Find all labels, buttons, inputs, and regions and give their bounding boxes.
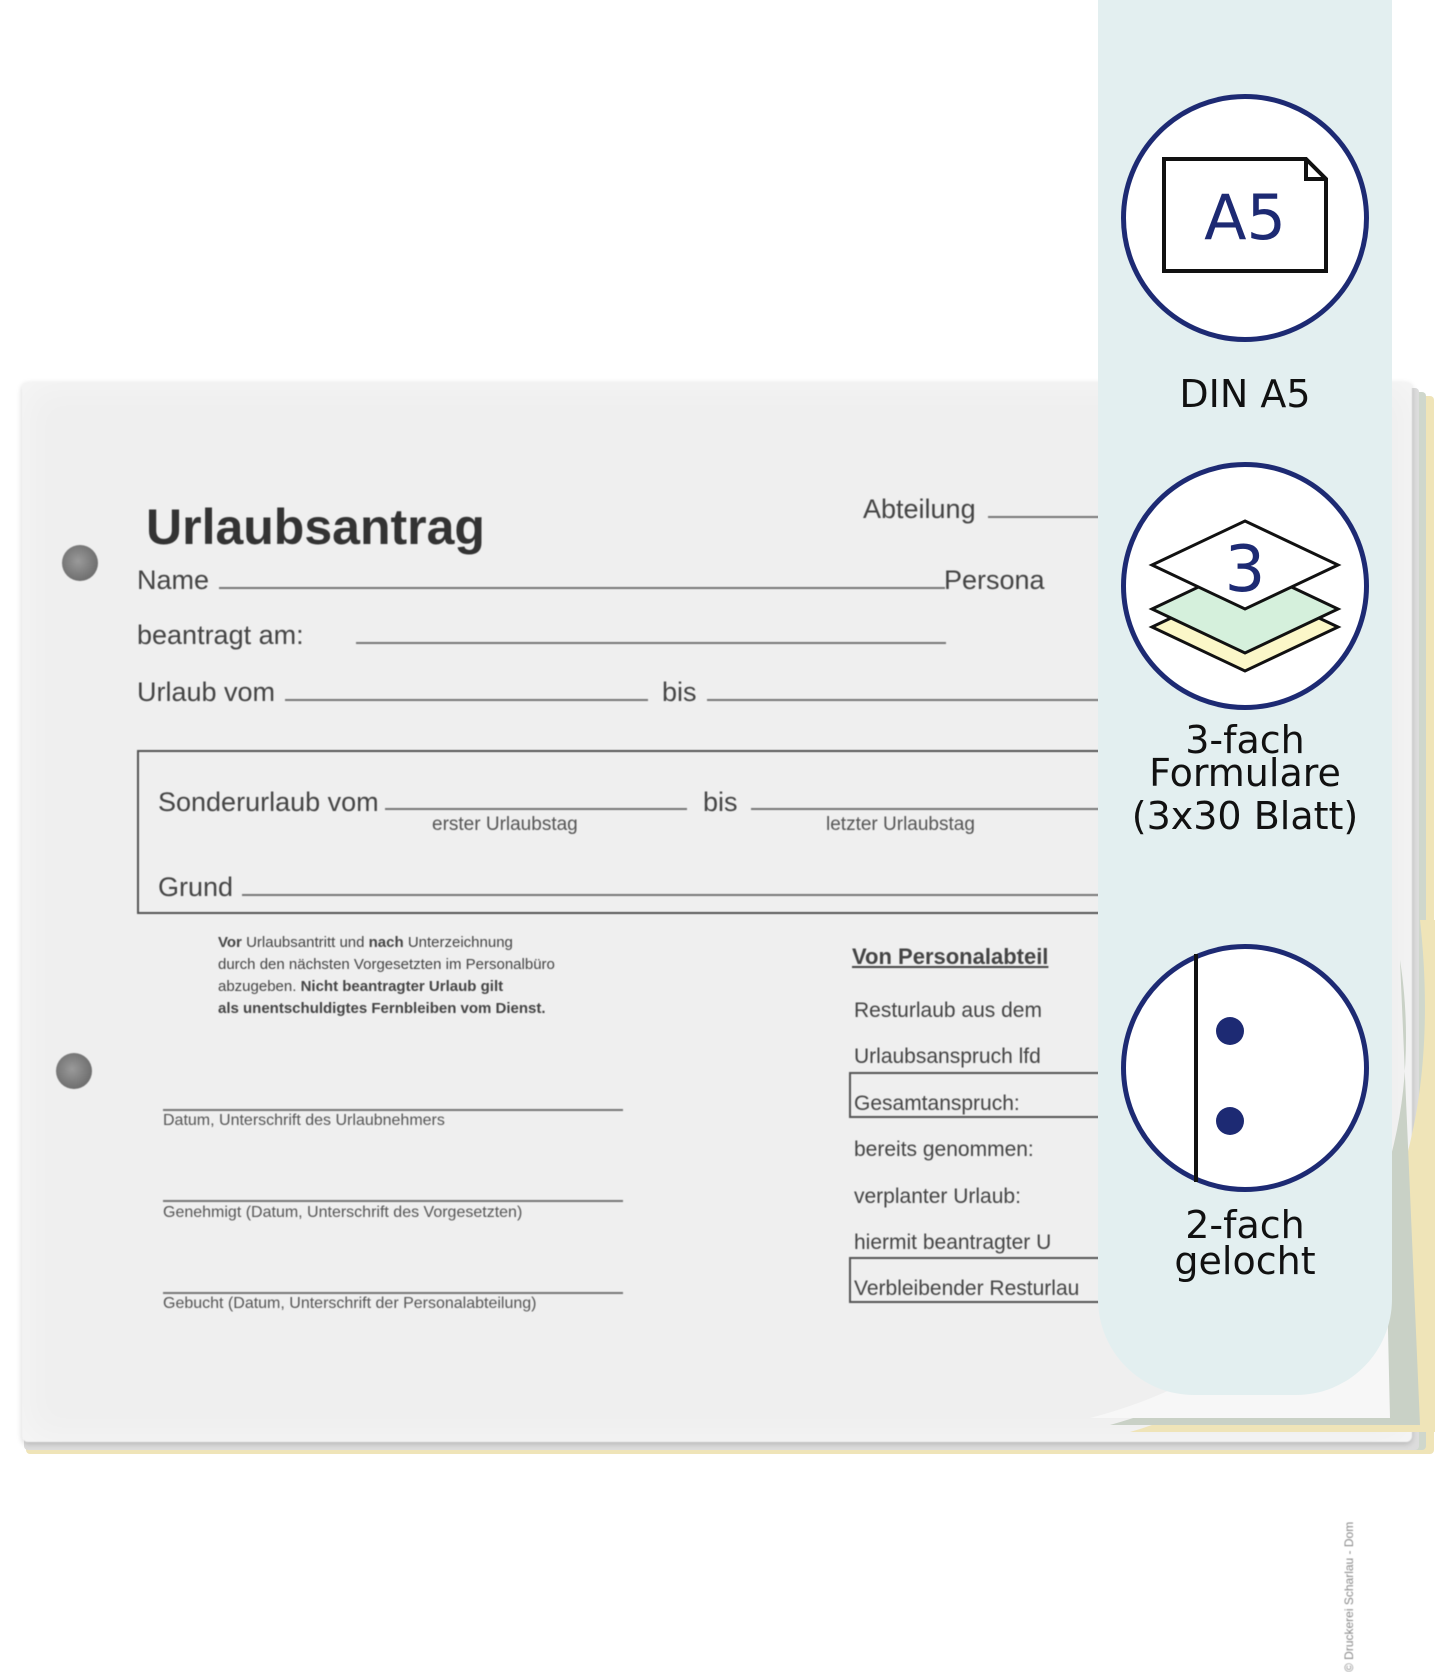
three-layer-stack-icon	[1126, 467, 1364, 705]
requested-on-label: beantragt am:	[137, 620, 304, 650]
holes-badge	[1121, 944, 1369, 1192]
signature-line-approved	[163, 1200, 623, 1202]
reason-label: Grund	[158, 872, 234, 902]
department-label: Abteilung	[863, 494, 976, 524]
special-leave-to-label: bis	[703, 787, 738, 817]
holes-label: 2-fach gelocht	[1174, 1203, 1316, 1283]
requested-on-line	[356, 642, 946, 644]
signature-approved-label: Genehmigt (Datum, Unterschrift des Vorgesetzten)	[163, 1204, 523, 1221]
last-day-hint: letzter Urlaubstag	[826, 814, 975, 835]
copies-badge	[1121, 462, 1369, 710]
signature-booked-label: Gebucht (Datum, Unterschrift der Personalabteilung)	[163, 1295, 537, 1312]
hr-row: bereits genommen:	[854, 1138, 1034, 1161]
hr-row: Urlaubsanspruch lfd	[854, 1045, 1041, 1068]
vacation-from-label: Urlaub vom	[137, 677, 276, 707]
punch-hole-top	[62, 545, 98, 581]
hr-heading: Von Personalabteil	[852, 944, 1049, 969]
signature-line-employee	[163, 1109, 623, 1111]
a5-icon-text: A5	[1204, 181, 1286, 254]
hr-row: Gesamtanspruch:	[854, 1092, 1020, 1115]
signature-employee-label: Datum, Unterschrift des Urlaubnehmers	[163, 1112, 445, 1129]
name-label: Name	[137, 565, 210, 595]
special-leave-from-label: Sonderurlaub vom	[158, 787, 379, 817]
size-badge	[1121, 94, 1369, 342]
a5-sheet-icon	[1126, 99, 1364, 337]
hr-row: Resturlaub aus dem	[854, 999, 1042, 1022]
printer-watermark: © Druckerei Scharlau - Dom	[1342, 1521, 1356, 1672]
special-leave-from-line	[385, 808, 687, 810]
notice-text: Vor Urlaubsantritt und nach Unterzeichnung durch den nächsten Vorgesetzten im Personalbüro abzugeben. Nicht beantragter Urlaub gilt als unentschuldigtes Fernbleiben vom Dienst.	[218, 934, 555, 1017]
copies-icon-text: 3	[1224, 533, 1266, 607]
hr-row: hiermit beantragter U	[854, 1231, 1052, 1254]
personnel-label: Persona	[944, 565, 1045, 595]
copies-label: 3-fach Formulare (3x30 Blatt)	[1131, 718, 1359, 838]
first-day-hint: erster Urlaubstag	[432, 814, 578, 835]
vacation-to-label: bis	[662, 677, 697, 707]
punch-hole-bottom	[56, 1053, 92, 1089]
hr-row: verplanter Urlaub:	[854, 1185, 1021, 1208]
name-line	[219, 587, 945, 589]
reason-line	[242, 894, 1192, 896]
two-hole-punch-icon	[1126, 949, 1364, 1187]
vacation-from-line	[285, 699, 648, 701]
hr-row: Verbleibender Resturlau	[854, 1277, 1080, 1300]
size-label: DIN A5	[1179, 372, 1311, 416]
signature-line-booked	[163, 1292, 623, 1294]
form-title: Urlaubsantrag	[146, 499, 485, 555]
